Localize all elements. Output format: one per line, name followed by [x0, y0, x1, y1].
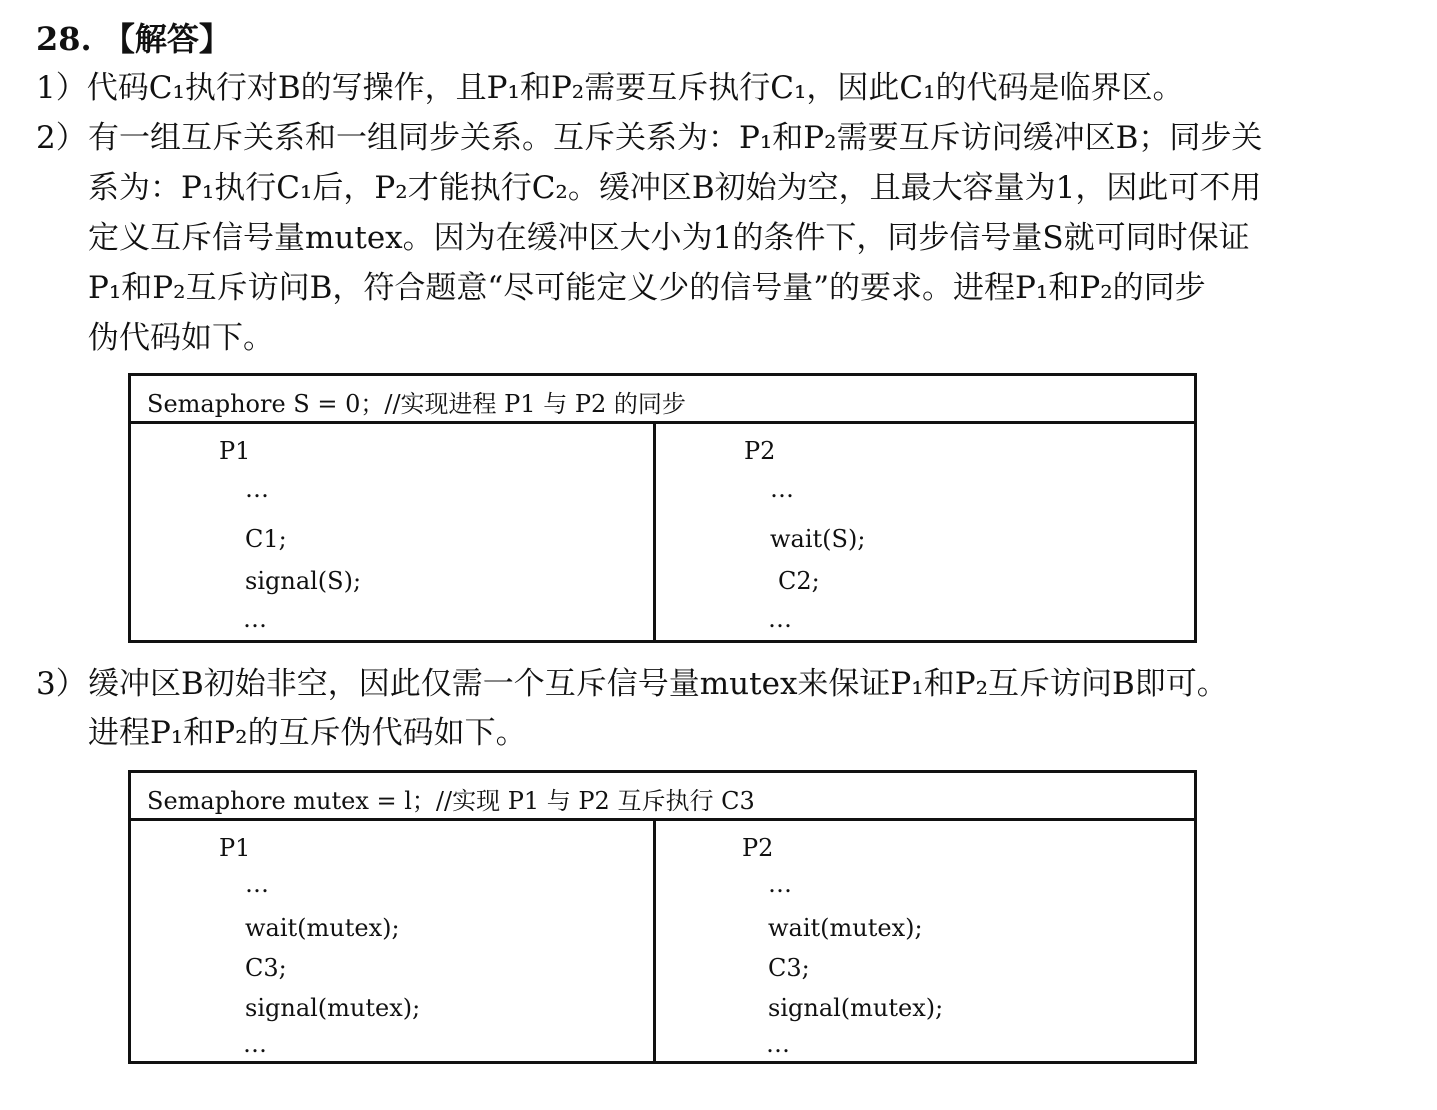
code-line: …: [766, 1030, 790, 1058]
para-3-line: 缓冲区B初始非空，因此仅需一个互斥信号量mutex来保证P₁和P₂互斥访问B即可。: [88, 666, 1228, 702]
code-line: signal(mutex);: [245, 994, 421, 1022]
code-column-p2: [656, 821, 1194, 1061]
code-line: C2;: [778, 567, 820, 595]
para-3-number: 3）: [36, 666, 87, 702]
para-2-line: 伪代码如下。: [88, 320, 274, 356]
code-line: signal(S);: [245, 567, 362, 595]
process-name: P1: [219, 437, 251, 465]
code-line: C3;: [245, 954, 287, 982]
para-2-line: 定义互斥信号量mutex。因为在缓冲区大小为1的条件下，同步信号量S就可同时保证: [88, 220, 1250, 256]
process-name: P1: [219, 834, 251, 862]
para-1-text: 代码C₁执行对B的写操作，且P₁和P₂需要互斥执行C₁，因此C₁的代码是临界区。: [86, 70, 1184, 106]
code-line: signal(mutex);: [768, 994, 944, 1022]
para-2-number: 2）: [36, 120, 87, 156]
code-line: …: [768, 870, 792, 898]
code-line: C3;: [768, 954, 810, 982]
code-line: wait(S);: [770, 525, 866, 553]
para-3-line: 进程P₁和P₂的互斥伪代码如下。: [88, 715, 527, 751]
code-column-p1: [131, 424, 656, 640]
para-1: [36, 68, 1184, 108]
code-table-header: Semaphore mutex = l；//实现 P1 与 P2 互斥执行 C3: [131, 773, 1194, 821]
para-1-number: 1）: [36, 70, 87, 106]
code-line: wait(mutex);: [768, 914, 923, 942]
para-2-line: 有一组互斥关系和一组同步关系。互斥关系为：P₁和P₂需要互斥访问缓冲区B；同步关: [88, 120, 1263, 156]
code-line: …: [768, 605, 792, 633]
code-line: …: [243, 1030, 267, 1058]
code-line: …: [243, 605, 267, 633]
code-column-p1: [131, 821, 656, 1061]
answer-title: 28. 【解答】: [36, 20, 231, 58]
para-2-line: 系为：P₁执行C₁后，P₂才能执行C₂。缓冲区B初始为空，且最大容量为1，因此可不用: [88, 170, 1262, 206]
code-table-sync: [128, 373, 1197, 643]
code-line: …: [245, 870, 269, 898]
process-name: P2: [744, 437, 776, 465]
code-column-p2: [656, 424, 1194, 640]
code-table-mutex: [128, 770, 1197, 1064]
code-line: C1;: [245, 525, 287, 553]
code-line: wait(mutex);: [245, 914, 400, 942]
code-line: …: [245, 475, 269, 503]
code-line: …: [770, 475, 794, 503]
para-2-line: P₁和P₂互斥访问B，符合题意“尽可能定义少的信号量”的要求。进程P₁和P₂的同步: [88, 270, 1206, 306]
process-name: P2: [742, 834, 774, 862]
code-table-header: Semaphore S = 0；//实现进程 P1 与 P2 的同步: [131, 376, 1194, 424]
